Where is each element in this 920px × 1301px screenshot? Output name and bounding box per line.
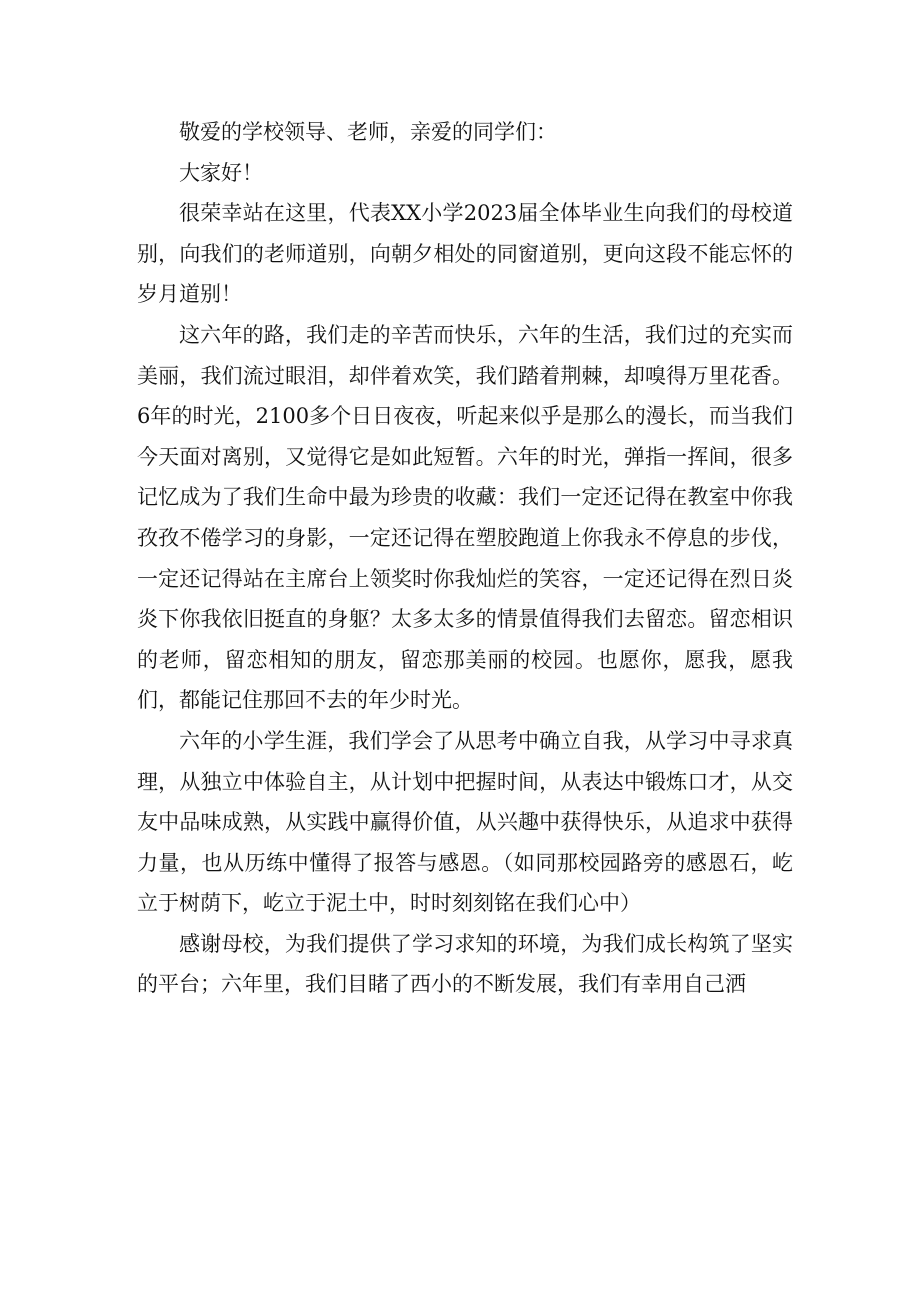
speech-body: [137, 112, 793, 1005]
growth-paragraph: 六年的小学生涯，我们学会了从思考中确立自我，从学习中寻求真理，从独立中体验自主，从计划中把握时间，从表达中锻炼口才，从交友中品味成熟，从实践中赢得价值，从兴趣中获得快乐，从追求中获得力量，也从历练中懂得了报答与感恩。（如同那校园路旁的感恩石，屹立于树荫下，屹立于泥土中，时时刻刻铭在我们心中）: [137, 728, 793, 916]
greeting-paragraph: 大家好！: [179, 160, 263, 185]
gratitude-paragraph: 感谢母校，为我们提供了学习求知的环境，为我们成长构筑了坚实的平台；六年里，我们目睹了西小的不断发展，我们有幸用自己洒: [137, 931, 793, 997]
farewell-paragraph: 很荣幸站在这里，代表XX小学2023届全体毕业生向我们的母校道别，向我们的老师道别，向朝夕相处的同窗道别，更向这段不能忘怀的岁月道别！: [137, 201, 793, 307]
salutation-paragraph: 敬爱的学校领导、老师，亲爱的同学们：: [179, 120, 557, 144]
memories-paragraph: 这六年的路，我们走的辛苦而快乐，六年的生活，我们过的充实而美丽，我们流过眼泪，却伴着欢笑，我们踏着荆棘，却嗅得万里花香。6年的时光，2100多个日日夜夜，听起来似乎是那么的漫长，而当我们今天面对离别，又觉得它是如此短暂。六年的时光，弹指一挥间，很多记忆成为了我们生命中最为珍贵的收藏：我们一定还记得在教室中你我孜孜不倦学习的身影，一定还记得在塑胶跑道上你我永不停息的步伐，一定还记得站在主席台上领奖时你我灿烂的笑容，一定还记得在烈日炎炎下你我依旧挺直的身躯？太多太多的情景值得我们去留恋。留恋相识的老师，留恋相知的朋友，留恋那美丽的校园。也愿你，愿我，愿我们，都能记住那回不去的年少时光。: [137, 322, 793, 713]
